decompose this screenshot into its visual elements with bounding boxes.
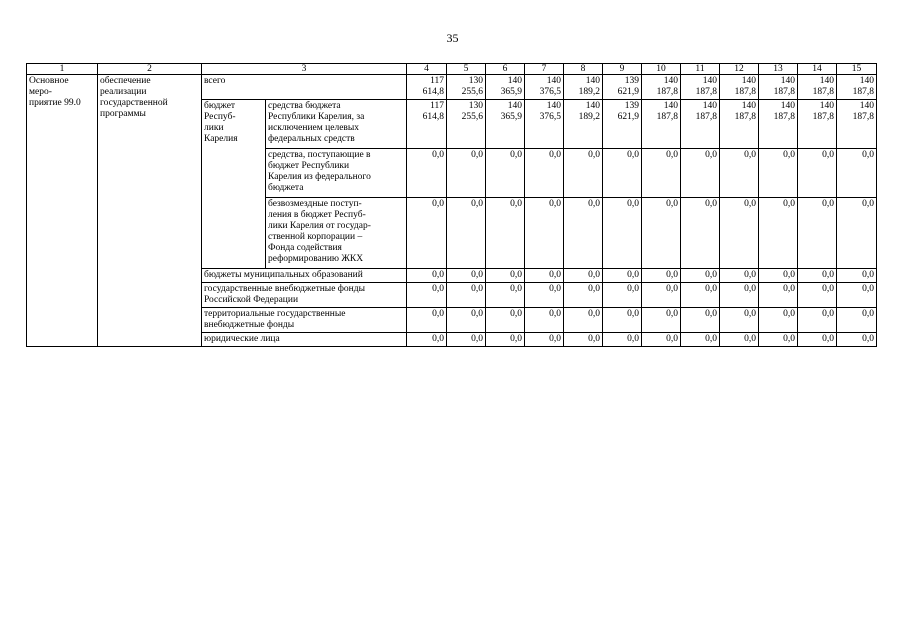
text-line: средства бюджета <box>268 101 341 111</box>
value-cell <box>837 100 877 149</box>
value-cell <box>564 308 603 333</box>
value-text: 140 <box>780 101 795 111</box>
value-text: 614,8 <box>422 112 444 122</box>
value-text: 376,5 <box>539 112 561 122</box>
header-cell-10: 10 <box>642 64 681 75</box>
value-text: 0,0 <box>549 334 561 344</box>
value-cell <box>407 149 447 198</box>
value-cell <box>564 100 603 149</box>
text-line: Основное <box>29 76 69 86</box>
value-cell <box>642 149 681 198</box>
value-cell <box>564 198 603 269</box>
value-cell <box>720 75 759 100</box>
value-cell <box>447 269 486 283</box>
value-cell <box>798 100 837 149</box>
value-cell <box>486 198 525 269</box>
value-cell <box>603 198 642 269</box>
value-cell <box>447 283 486 308</box>
header-cell-13: 13 <box>759 64 798 75</box>
value-cell <box>486 75 525 100</box>
value-cell <box>720 149 759 198</box>
value-cell <box>759 198 798 269</box>
text-line: Карелия из федерального <box>268 172 371 182</box>
value-cell <box>837 333 877 347</box>
value-cell <box>603 283 642 308</box>
text-line: Российской Федерации <box>204 295 299 305</box>
value-cell <box>447 198 486 269</box>
value-cell <box>603 308 642 333</box>
value-text: 140 <box>546 76 561 86</box>
value-text: 187,8 <box>773 87 795 97</box>
value-text: 0,0 <box>510 334 522 344</box>
value-cell <box>447 308 486 333</box>
value-text: 140 <box>585 76 600 86</box>
value-text: 0,0 <box>744 199 756 209</box>
value-text: 0,0 <box>588 199 600 209</box>
row-label-free-receipts <box>266 198 407 269</box>
text-line: государственной <box>100 98 168 108</box>
value-cell <box>720 269 759 283</box>
value-text: 0,0 <box>744 270 756 280</box>
value-cell <box>525 283 564 308</box>
value-text: 187,8 <box>812 87 834 97</box>
value-text: 187,8 <box>695 87 717 97</box>
value-cell <box>720 308 759 333</box>
header-cell-1: 1 <box>27 64 98 75</box>
value-text: 0,0 <box>549 199 561 209</box>
value-cell <box>837 308 877 333</box>
value-text: 0,0 <box>627 199 639 209</box>
value-cell <box>837 75 877 100</box>
header-cell-4: 4 <box>407 64 447 75</box>
value-text: 0,0 <box>510 284 522 294</box>
value-text: 0,0 <box>822 150 834 160</box>
value-text: 139 <box>624 76 639 86</box>
value-cell <box>720 333 759 347</box>
value-cell <box>681 75 720 100</box>
value-text: 0,0 <box>666 284 678 294</box>
value-text: 0,0 <box>744 284 756 294</box>
value-text: 140 <box>702 76 717 86</box>
value-text: 0,0 <box>432 309 444 319</box>
value-cell <box>798 283 837 308</box>
header-cell-9: 9 <box>603 64 642 75</box>
text-line: внебюджетные фонды <box>204 320 295 330</box>
value-text: 0,0 <box>627 284 639 294</box>
header-cell-11: 11 <box>681 64 720 75</box>
activity-cell <box>27 75 98 347</box>
value-cell <box>798 333 837 347</box>
value-text: 0,0 <box>783 334 795 344</box>
value-cell <box>407 333 447 347</box>
value-text: 187,8 <box>852 112 874 122</box>
value-text: 0,0 <box>783 199 795 209</box>
value-text: 0,0 <box>666 270 678 280</box>
text-line: территориальные государственные <box>204 309 346 319</box>
text-line: лики <box>204 123 224 133</box>
value-text: 0,0 <box>783 270 795 280</box>
value-cell <box>642 333 681 347</box>
text-line: средства, поступающие в <box>268 150 371 160</box>
value-text: 0,0 <box>705 334 717 344</box>
value-text: 187,8 <box>695 112 717 122</box>
value-text: 140 <box>741 76 756 86</box>
value-cell <box>720 100 759 149</box>
value-text: 0,0 <box>471 309 483 319</box>
value-text: 0,0 <box>783 309 795 319</box>
value-cell <box>603 100 642 149</box>
value-text: 140 <box>819 101 834 111</box>
value-cell <box>564 75 603 100</box>
value-text: 0,0 <box>705 284 717 294</box>
text-line: Республики Карелия, за <box>268 112 365 122</box>
value-cell <box>603 333 642 347</box>
value-cell <box>837 269 877 283</box>
value-text: 0,0 <box>783 284 795 294</box>
header-cell-2: 2 <box>98 64 202 75</box>
value-text: 140 <box>585 101 600 111</box>
text-line: исключением целевых <box>268 123 360 133</box>
value-cell <box>525 333 564 347</box>
value-text: 0,0 <box>666 309 678 319</box>
value-cell <box>407 100 447 149</box>
value-text: 376,5 <box>539 87 561 97</box>
row-label-total: всего <box>202 75 407 100</box>
header-row <box>27 64 877 75</box>
value-cell <box>486 308 525 333</box>
header-cell-7: 7 <box>525 64 564 75</box>
value-text: 0,0 <box>862 309 874 319</box>
value-text: 0,0 <box>510 309 522 319</box>
purpose-cell <box>98 75 202 347</box>
header-cell-6: 6 <box>486 64 525 75</box>
value-cell <box>525 198 564 269</box>
value-text: 0,0 <box>744 309 756 319</box>
value-text: 140 <box>859 101 874 111</box>
value-cell <box>564 333 603 347</box>
value-cell <box>759 308 798 333</box>
header-cell-3: 3 <box>202 64 407 75</box>
value-text: 140 <box>859 76 874 86</box>
value-text: 139 <box>624 101 639 111</box>
value-text: 0,0 <box>627 150 639 160</box>
value-text: 0,0 <box>432 284 444 294</box>
value-text: 140 <box>507 101 522 111</box>
text-line: реализации <box>100 87 147 97</box>
value-cell <box>525 149 564 198</box>
value-text: 0,0 <box>471 284 483 294</box>
text-line: Респуб- <box>204 112 236 122</box>
value-cell <box>486 100 525 149</box>
value-text: 187,8 <box>656 112 678 122</box>
value-text: 187,8 <box>734 112 756 122</box>
text-line: бюджет <box>204 101 236 111</box>
value-text: 0,0 <box>666 150 678 160</box>
value-cell <box>525 75 564 100</box>
value-cell <box>525 269 564 283</box>
value-text: 0,0 <box>471 334 483 344</box>
value-cell <box>447 149 486 198</box>
value-text: 140 <box>780 76 795 86</box>
table-row <box>27 75 877 100</box>
value-cell <box>564 269 603 283</box>
value-text: 0,0 <box>744 334 756 344</box>
text-line: приятие 99.0 <box>29 98 81 108</box>
value-text: 187,8 <box>734 87 756 97</box>
text-line: программы <box>100 109 146 119</box>
value-text: 0,0 <box>510 270 522 280</box>
value-cell <box>837 149 877 198</box>
text-line: лики Карелия от государ- <box>268 221 371 231</box>
value-text: 0,0 <box>588 309 600 319</box>
value-text: 0,0 <box>822 309 834 319</box>
value-text: 0,0 <box>666 199 678 209</box>
value-cell <box>603 149 642 198</box>
value-cell <box>603 75 642 100</box>
row-label-legal-entities: юридические лица <box>202 333 407 347</box>
text-line: Карелия <box>204 134 238 144</box>
value-cell <box>759 269 798 283</box>
value-text: 0,0 <box>471 150 483 160</box>
value-text: 0,0 <box>549 150 561 160</box>
value-text: 0,0 <box>822 334 834 344</box>
header-cell-5: 5 <box>447 64 486 75</box>
value-cell <box>447 75 486 100</box>
value-text: 117 <box>430 76 444 86</box>
value-text: 0,0 <box>705 309 717 319</box>
value-text: 621,9 <box>617 87 639 97</box>
value-text: 0,0 <box>432 150 444 160</box>
value-text: 0,0 <box>588 150 600 160</box>
value-cell <box>564 149 603 198</box>
value-text: 0,0 <box>862 199 874 209</box>
value-cell <box>759 283 798 308</box>
value-text: 0,0 <box>627 309 639 319</box>
value-text: 255,6 <box>461 87 483 97</box>
value-text: 0,0 <box>471 199 483 209</box>
value-text: 0,0 <box>705 199 717 209</box>
value-text: 0,0 <box>627 334 639 344</box>
value-cell <box>642 75 681 100</box>
value-cell <box>486 333 525 347</box>
text-line: государственные внебюджетные фонды <box>204 284 365 294</box>
value-text: 140 <box>546 101 561 111</box>
value-text: 0,0 <box>588 270 600 280</box>
value-cell <box>447 333 486 347</box>
value-text: 130 <box>468 76 483 86</box>
value-cell <box>798 75 837 100</box>
value-cell <box>837 283 877 308</box>
value-cell <box>681 333 720 347</box>
value-text: 0,0 <box>744 150 756 160</box>
value-text: 0,0 <box>666 334 678 344</box>
value-text: 0,0 <box>822 270 834 280</box>
value-cell <box>603 269 642 283</box>
header-cell-15: 15 <box>837 64 877 75</box>
text-line: бюджет Республики <box>268 161 350 171</box>
value-text: 365,9 <box>500 87 522 97</box>
value-cell <box>681 308 720 333</box>
value-cell <box>759 75 798 100</box>
value-cell <box>798 149 837 198</box>
row-label-territorial <box>202 308 407 333</box>
value-cell <box>486 283 525 308</box>
value-text: 0,0 <box>705 270 717 280</box>
value-text: 614,8 <box>422 87 444 97</box>
value-cell <box>837 198 877 269</box>
value-cell <box>486 269 525 283</box>
value-cell <box>798 308 837 333</box>
value-cell <box>407 198 447 269</box>
value-text: 140 <box>819 76 834 86</box>
value-text: 255,6 <box>461 112 483 122</box>
value-text: 0,0 <box>549 284 561 294</box>
budget-table <box>26 63 877 347</box>
value-text: 0,0 <box>549 309 561 319</box>
value-cell <box>759 149 798 198</box>
value-cell <box>759 100 798 149</box>
value-text: 0,0 <box>822 199 834 209</box>
text-line: федеральных средств <box>268 134 355 144</box>
value-cell <box>486 149 525 198</box>
value-text: 0,0 <box>862 334 874 344</box>
value-cell <box>720 283 759 308</box>
row-label-federal <box>266 149 407 198</box>
value-cell <box>642 283 681 308</box>
value-text: 0,0 <box>588 334 600 344</box>
value-text: 187,8 <box>852 87 874 97</box>
value-text: 140 <box>663 76 678 86</box>
value-cell <box>525 100 564 149</box>
value-text: 130 <box>468 101 483 111</box>
text-line: меро- <box>29 87 52 97</box>
value-text: 140 <box>702 101 717 111</box>
value-cell <box>564 283 603 308</box>
header-cell-14: 14 <box>798 64 837 75</box>
text-line: реформированию ЖКХ <box>268 254 364 264</box>
value-cell <box>407 75 447 100</box>
value-text: 0,0 <box>783 150 795 160</box>
value-cell <box>681 198 720 269</box>
value-text: 0,0 <box>862 150 874 160</box>
value-cell <box>681 269 720 283</box>
value-text: 621,9 <box>617 112 639 122</box>
value-cell <box>407 308 447 333</box>
value-text: 140 <box>663 101 678 111</box>
value-text: 0,0 <box>822 284 834 294</box>
value-cell <box>407 269 447 283</box>
value-text: 0,0 <box>432 334 444 344</box>
value-text: 365,9 <box>500 112 522 122</box>
value-cell <box>798 198 837 269</box>
value-text: 189,2 <box>578 112 600 122</box>
value-cell <box>447 100 486 149</box>
value-text: 0,0 <box>471 270 483 280</box>
value-text: 0,0 <box>510 199 522 209</box>
page-number: 35 <box>446 31 459 45</box>
header-cell-8: 8 <box>564 64 603 75</box>
value-cell <box>681 283 720 308</box>
text-line: обеспечение <box>100 76 151 86</box>
value-text: 0,0 <box>705 150 717 160</box>
value-text: 0,0 <box>862 284 874 294</box>
value-text: 187,8 <box>773 112 795 122</box>
row-label-own-funds <box>266 100 407 149</box>
text-line: безвозмездные поступ- <box>268 199 362 209</box>
text-line: ления в бюджет Респуб- <box>268 210 366 220</box>
value-cell <box>720 198 759 269</box>
value-text: 140 <box>507 76 522 86</box>
value-text: 0,0 <box>510 150 522 160</box>
value-cell <box>798 269 837 283</box>
value-text: 0,0 <box>432 199 444 209</box>
value-cell <box>642 269 681 283</box>
value-text: 187,8 <box>812 112 834 122</box>
value-text: 0,0 <box>862 270 874 280</box>
budget-group-cell <box>202 100 266 269</box>
value-cell <box>759 333 798 347</box>
text-line: бюджета <box>268 183 304 193</box>
value-text: 0,0 <box>549 270 561 280</box>
value-cell <box>681 149 720 198</box>
value-cell <box>525 308 564 333</box>
header-cell-12: 12 <box>720 64 759 75</box>
value-cell <box>642 308 681 333</box>
text-line: ственной корпорации – <box>268 232 363 242</box>
value-cell <box>642 100 681 149</box>
value-text: 0,0 <box>432 270 444 280</box>
value-text: 187,8 <box>656 87 678 97</box>
value-text: 0,0 <box>627 270 639 280</box>
value-text: 0,0 <box>588 284 600 294</box>
row-label-municipal: бюджеты муниципальных образований <box>202 269 407 283</box>
value-cell <box>681 100 720 149</box>
text-line: Фонда содействия <box>268 243 342 253</box>
value-text: 140 <box>741 101 756 111</box>
value-cell <box>407 283 447 308</box>
value-text: 189,2 <box>578 87 600 97</box>
value-text: 117 <box>430 101 444 111</box>
row-label-state-funds <box>202 283 407 308</box>
value-cell <box>642 198 681 269</box>
